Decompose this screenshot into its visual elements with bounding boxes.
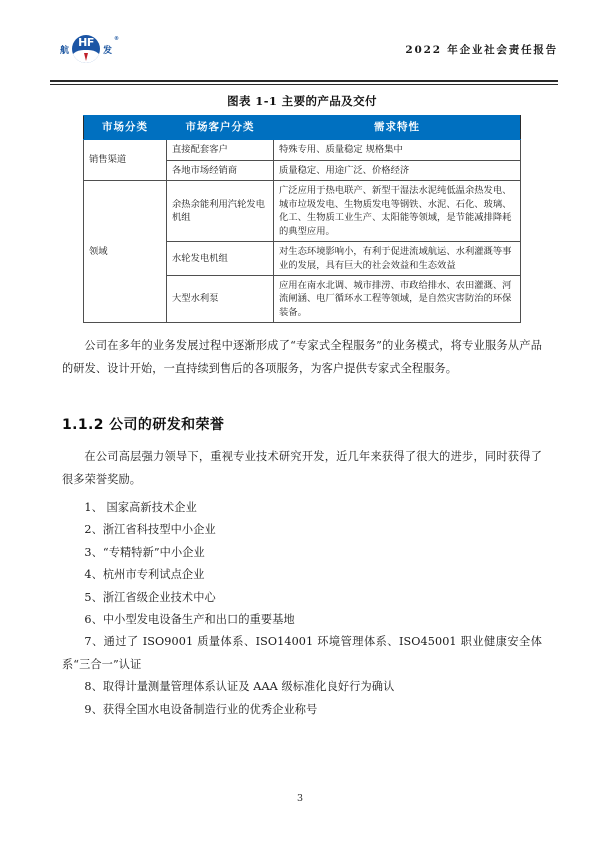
list-item: 5、浙江省级企业技术中心 xyxy=(84,590,216,604)
table-body xyxy=(84,140,521,323)
cell-demand-features: 特殊专用、质量稳定 规格集中 xyxy=(274,140,521,160)
column-header-market-category: 市场分类 xyxy=(84,116,167,140)
cell-customer-category: 各地市场经销商 xyxy=(167,160,274,180)
logo-right-char xyxy=(103,35,120,56)
body-paragraph-business-model: 公司在多年的业务发展过程中逐渐形成了“专家式全程服务”的业务模式，将专业服务从产品的研发、设计开始，一直持续到售后的各项服务，为客户提供专家式全程服务。 xyxy=(62,339,542,375)
cell-customer-category: 直接配套客户 xyxy=(167,140,274,160)
hf-logo-icon xyxy=(72,35,100,63)
logo-left-char: 航 xyxy=(60,45,70,56)
list-item: 8、取得计量测量管理体系认证及 AAA 级标准化良好行为确认 xyxy=(84,680,395,694)
document-content xyxy=(62,90,542,721)
table-caption: 图表 1-1 主要的产品及交付 xyxy=(227,94,377,108)
table-row xyxy=(84,181,521,242)
list-item: 3、“专精特新”中小企业 xyxy=(84,545,205,559)
awards-list xyxy=(62,497,542,721)
registered-trademark-icon: ® xyxy=(114,35,120,42)
cell-customer-category: 大型水利泵 xyxy=(167,275,274,322)
table-head xyxy=(84,116,521,140)
logo-mark-text: HF xyxy=(78,36,94,49)
company-logo xyxy=(60,32,120,66)
column-header-customer-category: 市场客户分类 xyxy=(167,116,274,140)
page-number: 3 xyxy=(296,793,304,804)
header-divider xyxy=(50,80,558,85)
cell-market-category: 领域 xyxy=(84,181,167,323)
products-and-delivery-table xyxy=(83,115,521,323)
section-intro-paragraph: 在公司高层强力领导下，重视专业技术研究开发，近几年来获得了很大的进步，同时获得了很多荣誉奖励。 xyxy=(62,450,542,486)
page-header xyxy=(50,28,558,76)
report-title: 2022 年企业社会责任报告 xyxy=(405,44,558,56)
cell-demand-features: 质量稳定、用途广泛、价格经济 xyxy=(274,160,521,180)
list-item: 4、杭州市专利试点企业 xyxy=(84,568,205,582)
list-item: 2、浙江省科技型中小企业 xyxy=(84,523,216,537)
list-item: 7、通过了 ISO9001 质量体系、ISO14001 环境管理体系、ISO45001 职业健康安全体系“三合一”认证 xyxy=(62,635,542,671)
cell-demand-features: 广泛应用于热电联产、新型干湿法水泥纯低温余热发电、城市垃圾发电、生物质发电等钢铁、水泥、石化、玻璃、化工、生物质工业生产、太阳能等领域，是节能减排降耗的典型应用。 xyxy=(274,181,521,242)
cell-customer-category: 余热余能利用汽轮发电机组 xyxy=(167,181,274,242)
list-item: 1、 国家高新技术企业 xyxy=(84,501,197,514)
cell-market-category: 销售渠道 xyxy=(84,140,167,181)
cell-demand-features: 应用在南水北调、城市排涝、市政给排水、农田灌溉、河流闸涵、电厂循环水工程等领域，是自然灾害防治的环保装备。 xyxy=(274,275,521,322)
column-header-demand-features: 需求特性 xyxy=(274,116,521,140)
table-header-row xyxy=(84,116,521,140)
list-item: 6、中小型发电设备生产和出口的重要基地 xyxy=(84,613,295,627)
section-heading-1-1-2: 1.1.2 公司的研发和荣誉 xyxy=(62,417,225,434)
list-item: 9、获得全国水电设备制造行业的优秀企业称号 xyxy=(84,702,318,716)
table-row xyxy=(84,140,521,160)
logo-tick-shape xyxy=(84,53,88,61)
cell-demand-features: 对生态环境影响小，有利于促进流域航运、水利灌溉等事业的发展，具有巨大的社会效益和生态效益 xyxy=(274,242,521,276)
logo-right-char-text: 发 xyxy=(103,45,113,56)
cell-customer-category: 水轮发电机组 xyxy=(167,242,274,276)
